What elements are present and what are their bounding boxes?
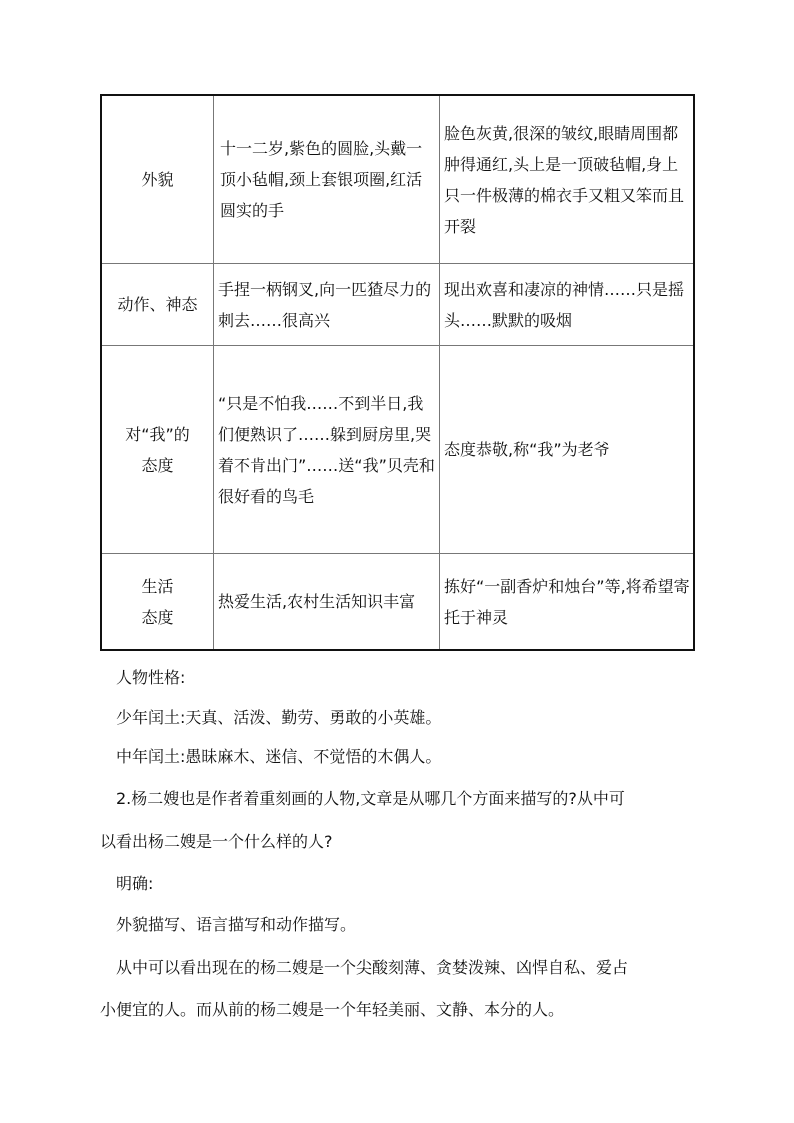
runtu-comparison-table bbox=[101, 95, 694, 650]
young-action-cell: 手捏一柄钢叉,向一匹猹尽力的刺去……很高兴 bbox=[214, 264, 440, 346]
row-label-attitude-to-me: 对“我”的态度 bbox=[102, 346, 214, 554]
answer-methods: 外貌描写、语言描写和动作描写。 bbox=[116, 915, 357, 934]
answer-label: 明确: bbox=[116, 874, 154, 893]
row-label-action: 动作、神态 bbox=[102, 264, 214, 346]
answer-line-1: 从中可以看出现在的杨二嫂是一个尖酸刻薄、贪婪泼辣、凶悍自私、爱占 bbox=[116, 958, 629, 977]
table-row bbox=[102, 346, 694, 554]
middle-action-cell: 现出欢喜和凄凉的神情……只是摇头……默默的吸烟 bbox=[440, 264, 694, 346]
table-row bbox=[102, 554, 694, 650]
middle-life-cell: 拣好“一副香炉和烛台”等,将希望寄托于神灵 bbox=[440, 554, 694, 650]
question-line-2: 以看出杨二嫂是一个什么样的人? bbox=[100, 832, 333, 851]
young-attitude-cell: “只是不怕我……不到半日,我们便熟识了……躲到厨房里,哭着不肯出门”……送“我”贝壳和很好看的鸟毛 bbox=[214, 346, 440, 554]
young-runtu-summary: 少年闰土:天真、活泼、勤劳、勇敢的小英雄。 bbox=[116, 708, 442, 727]
row-label-life-attitude: 生活态度 bbox=[102, 554, 214, 650]
row-label-appearance: 外貌 bbox=[102, 96, 214, 264]
young-life-cell: 热爱生活,农村生活知识丰富 bbox=[214, 554, 440, 650]
question-line-1: 2.杨二嫂也是作者着重刻画的人物,文章是从哪几个方面来描写的?从中可 bbox=[116, 789, 625, 808]
young-appearance-cell: 十一二岁,紫色的圆脸,头戴一顶小毡帽,颈上套银项圈,红活圆实的手 bbox=[214, 96, 440, 264]
character-heading: 人物性格: bbox=[116, 668, 186, 687]
middle-runtu-summary: 中年闰土:愚昧麻木、迷信、不觉悟的木偶人。 bbox=[116, 747, 442, 766]
middle-attitude-cell: 态度恭敬,称“我”为老爷 bbox=[440, 346, 694, 554]
table-row bbox=[102, 96, 694, 264]
table-row bbox=[102, 264, 694, 346]
middle-appearance-cell: 脸色灰黄,很深的皱纹,眼睛周围都肿得通红,头上是一顶破毡帽,身上只一件极薄的棉衣手又粗又笨而且开裂 bbox=[440, 96, 694, 264]
answer-line-2: 小便宜的人。而从前的杨二嫂是一个年轻美丽、文静、本分的人。 bbox=[100, 1000, 565, 1019]
